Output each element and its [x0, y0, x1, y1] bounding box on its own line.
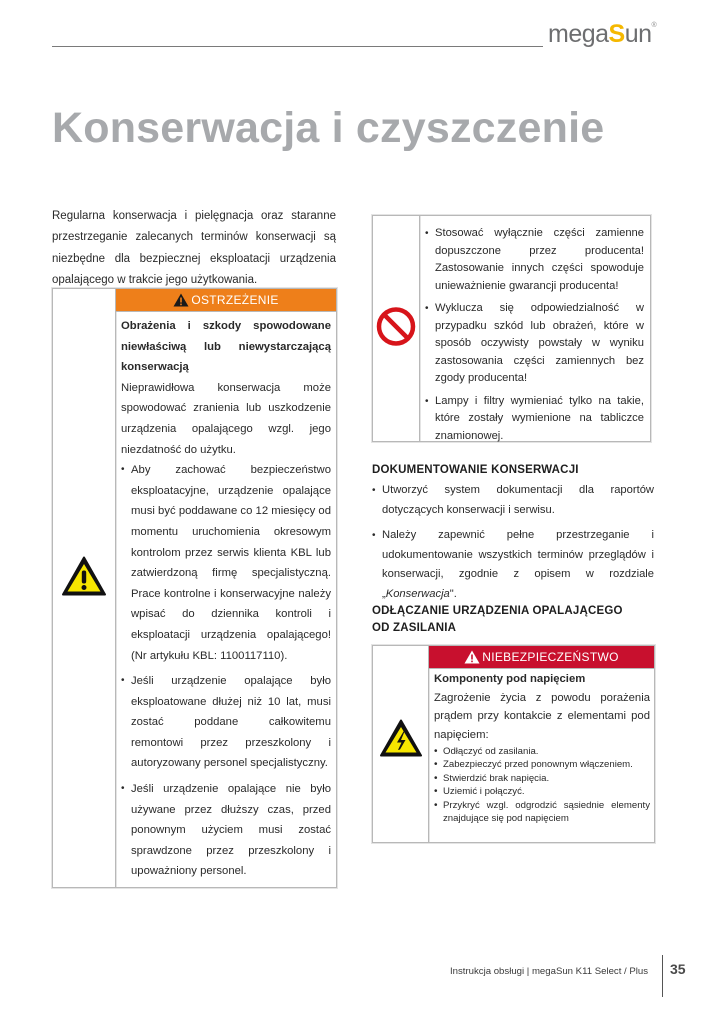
danger-box [372, 645, 655, 843]
prohibition-body [420, 216, 650, 445]
logo-text-mega: mega [548, 20, 609, 48]
warning-list-item: • Aby zachować bezpieczeństwo eksploatacyjne, urządzenie opalające musi być poddawane co 12 miesięcy od momentu uruchomienia okresowym kontrolom przez serwis klienta KBL lub zatwierdzoną firmę specjalistyczną. Prace kontrolne i konserwacyjne należy wpisać do dziennika kontroli i eksploatacji urządzenia opalającego! (Nr artykułu KBL: 1100117110). [121, 460, 331, 666]
disconnect-heading [372, 603, 623, 637]
logo-text-s: S [608, 20, 625, 48]
banner-danger-icon [464, 650, 480, 664]
banner-warning-icon [173, 293, 189, 307]
warning-list-item: • Jeśli urządzenie opalające było eksploatowane dłużej niż 10 lat, musi zostać poddane całkowitemu remontowi przez przeszkolony i autoryzowany personel specjalistyczny. [121, 671, 331, 774]
warning-list [121, 460, 331, 882]
danger-banner [429, 646, 654, 669]
prohibition-box [372, 215, 651, 442]
documentation-list-item [372, 526, 654, 604]
megasun-logo [548, 20, 656, 49]
warning-description: Nieprawidłowa konserwacja może spowodować zranienia lub uszkodzenie urządzenia opalającego wzgl. jego niezdatność do użytku. [121, 381, 331, 456]
registered-mark: ® [651, 21, 657, 29]
warning-body [116, 312, 336, 882]
disconnect-heading-line1: ODŁĄCZANIE URZĄDZENIA OPALAJĄCEGO [372, 605, 623, 617]
warning-content [116, 289, 336, 887]
prohibition-list-item: • Stosować wyłącznie części zamienne dopuszczone przez producenta! Zastosowanie innych części spowoduje unieważnienie gwarancji producenta! [425, 225, 644, 295]
documentation-list [372, 481, 654, 610]
danger-description: Zagrożenie życia z powodu porażenia prądem przy kontakcie z elementami pod napięciem: [434, 691, 650, 741]
danger-list-item: • Przykryć wzgl. odgrodzić sąsiednie elementy znajdujące się pod napięciem [434, 799, 650, 826]
warning-icon-column [53, 289, 116, 887]
documentation-item-suffix: ". [449, 587, 457, 600]
danger-list-item: • Zabezpieczyć przed ponownym włączeniem. [434, 758, 650, 771]
danger-heading: Komponenty pod napięciem [434, 673, 586, 685]
electric-hazard-icon [379, 719, 423, 764]
footer-text: Instrukcja obsługi | megaSun K11 Select / Plus [450, 966, 649, 977]
prohibition-icon [376, 307, 416, 352]
danger-list [434, 745, 650, 825]
prohibition-content [420, 216, 650, 441]
documentation-item-text: Należy zapewnić pełne przestrzeganie i udokumentowanie wszystkich terminów przeglądów i konserwacji, zgodnie z opisem w rozdziale „ [382, 529, 654, 600]
logo-text-un: un [624, 20, 652, 48]
chapter-reference: Konserwacja [385, 587, 450, 600]
page-number: 35 [670, 961, 686, 977]
warning-banner-label: OSTRZEŻENIE [191, 293, 279, 307]
warning-heading: Obrażenia i szkody spowodowane niewłaściwą lub niewystarczającą konserwacją [121, 320, 331, 374]
danger-list-item: • Odłączyć od zasilania. [434, 745, 650, 758]
documentation-list-item: • Utworzyć system dokumentacji dla raportów dotyczących konserwacji i serwisu. [372, 481, 654, 520]
documentation-heading: DOKUMENTOWANIE KONSERWACJI [372, 464, 579, 476]
danger-list-item: • Uziemić i połączyć. [434, 785, 650, 798]
warning-box [52, 288, 337, 888]
warning-triangle-icon [61, 556, 107, 603]
page-title: Konserwacja i czyszczenie [52, 104, 605, 152]
prohibition-list-item: • Wyklucza się odpowiedzialność w przypadku szkód lub obrażeń, które w sposób oczywisty powstały w wyniku zastosowania części zamiennych bez zgody producenta! [425, 300, 644, 388]
danger-icon-column [373, 646, 429, 842]
danger-body [429, 669, 654, 825]
prohibition-list [425, 225, 644, 445]
prohibition-list-item: • Lampy i filtry wymieniać tylko na takie, które zostały wymienione na tabliczce znamionowej. [425, 393, 644, 446]
intro-paragraph: Regularna konserwacja i pielęgnacja oraz staranne przestrzeganie zalecanych terminów konserwacji są niezbędne dla bezpiecznej eksploatacji urządzenia opalającego w trakcie jego użytkowania. [52, 210, 336, 286]
danger-list-item: • Stwierdzić brak napięcia. [434, 772, 650, 785]
warning-list-item: • Jeśli urządzenie opalające nie było używane przez dłuższy czas, przed ponownym użyciem musi zostać sprawdzone przez przeszkolony i upoważniony personel. [121, 779, 331, 882]
danger-content [429, 646, 654, 842]
header-rule [52, 46, 543, 47]
danger-banner-label: NIEBEZPIECZEŃSTWO [482, 650, 619, 664]
prohibition-icon-column [373, 216, 420, 441]
footer-divider [662, 955, 663, 997]
warning-banner [116, 289, 336, 312]
disconnect-heading-line2: OD ZASILANIA [372, 622, 457, 634]
